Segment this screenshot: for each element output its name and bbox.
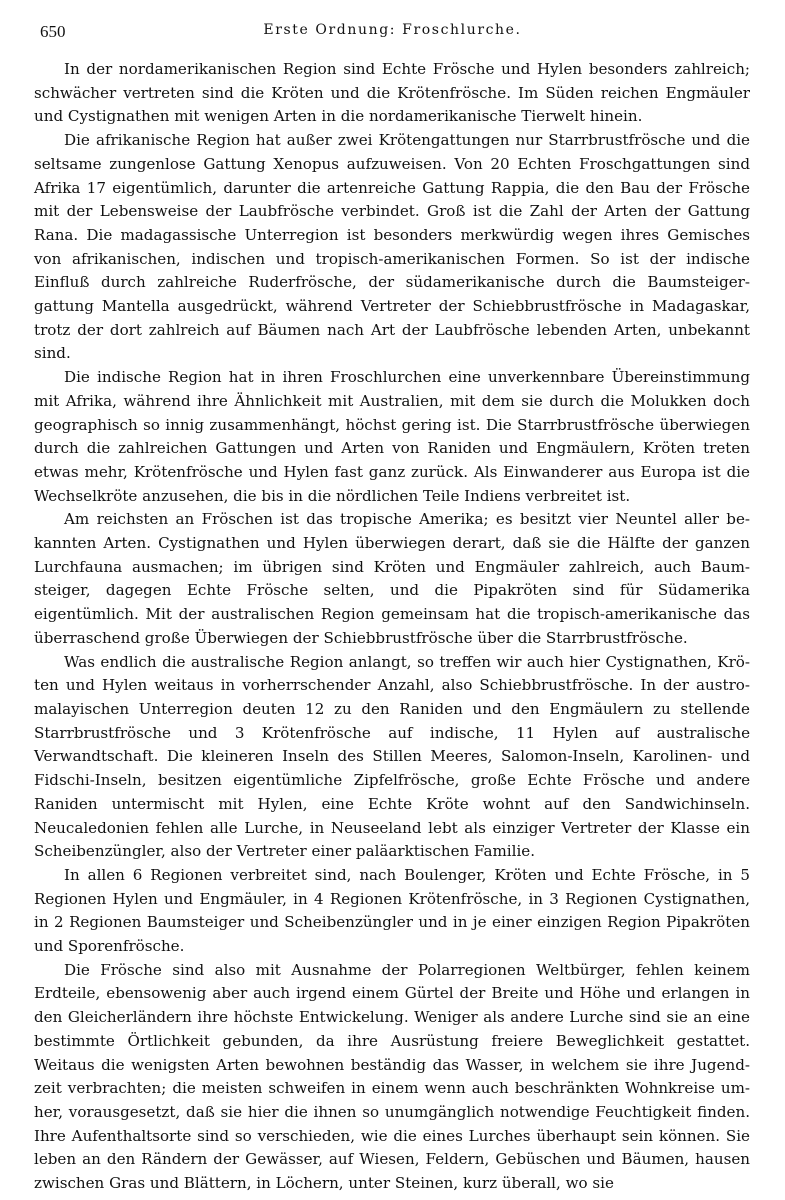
paragraph: In der nordamerikanischen Region sind Echte Frösche und Hylen besonders zahlreich; schwächer vertreten sind die Kröten und die Krötenfrösche. Im Süden reichen Engmäuler und Cystignathen mit wenigen Arten in die nordamerikanische Tierwelt hinein. <box>34 60 750 126</box>
page-header <box>40 20 745 48</box>
paragraph: In allen 6 Regionen verbreitet sind, nach Boulenger, Kröten und Echte Frösche, in 5 Regionen Hylen und Engmäuler, in 4 Regionen Krötenfrösche, in 3 Regionen Cystignathen, in 2 Regionen Baumsteiger und Scheibenzüngler und in je einer einzigen Region Pipakröten und Sporenfrösche. <box>34 865 750 956</box>
body-text <box>34 58 750 1196</box>
paragraph: Die indische Region hat in ihren Froschlurchen eine unverkennbare Übereinstimmung mit Afrika, während ihre Ähnlichkeit mit Australien, mit dem sie durch die Molukken doch geographisch so innig zusammenhängt, höchst gering ist. Die Starrbrustfrösche überwiegen durch die zahlreichen Gattungen und Arten von Raniden und Engmäulern, Kröten treten etwas mehr, Krötenfrösche und Hylen fast ganz zurück. Als Einwanderer aus Europa ist die Wechselkröte anzusehen, die bis in die nördlichen Teile Indiens verbreitet ist. <box>34 368 750 505</box>
paragraph: Am reichsten an Fröschen ist das tropische Amerika; es besitzt vier Neuntel aller bekannten Arten. Cystignathen und Hylen überwiegen derart, daß sie die Hälfte der ganzen Lurchfauna ausmachen; im übrigen sind Kröten und Engmäuler zahlreich, auch Baumsteiger, dagegen Echte Frösche selten, und die Pipakröten sind für Südamerika eigentümlich. Mit der australischen Region gemeinsam hat die tropisch-amerikanische das überraschend große Überwiegen der Schiebbrustfrösche über die Starrbrustfrösche. <box>34 510 750 647</box>
paragraph: Die afrikanische Region hat außer zwei Krötengattungen nur Starrbrustfrösche und die seltsame zungenlose Gattung Xenopus aufzuweisen. Von 20 Echten Froschgattungen sind Afrika 17 eigentümlich, darunter die artenreiche Gattung Rappia, die den Bau der Frösche mit der Lebensweise der Laubfrösche verbindet. Groß ist die Zahl der Arten der Gattung Rana. Die madagassische Unterregion ist besonders merkwürdig wegen ihres Gemisches von afrikanischen, indischen und tropisch-amerikanischen Formen. So ist der indische Einfluß durch zahlreiche Ruderfrösche, der südamerikanische durch die Baumsteigergattung Mantella ausgedrückt, während Vertreter der Schiebbrustfrösche in Madagaskar, trotz der dort zahlreich auf Bäumen nach Art der Laubfrösche lebenden Arten, unbekannt sind. <box>34 131 750 363</box>
paragraph: Was endlich die australische Region anlangt, so treffen wir auch hier Cystignathen, Kröten und Hylen weitaus in vorherrschender Anzahl, also Schiebbrustfrösche. In der austromalayischen Unterregion deuten 12 zu den Raniden und den Engmäulern zu stellende Starrbrustfrösche und 3 Krötenfrösche auf indische, 11 Hylen auf australische Verwandtschaft. Die kleineren Inseln des Stillen Meeres, Salomon-Inseln, Karolinen- und Fidschi-Inseln, besitzen eigentümliche Zipfelfrösche, große Echte Frösche und andere Raniden untermischt mit Hylen, eine Echte Kröte wohnt auf den Sandwichinseln. Neucaledonien fehlen alle Lurche, in Neuseeland lebt als einziger Vertreter der Klasse ein Scheibenzüngler, also der Vertreter einer paläarktischen Familie. <box>34 652 750 861</box>
page-number: 650 <box>40 22 66 41</box>
paragraph: Die Frösche sind also mit Ausnahme der Polarregionen Weltbürger, fehlen keinem Erdteile, ebensowenig aber auch irgend einem Gürtel der Breite und Höhe und erlangen in den Gleicherländern ihre höchste Entwickelung. Weniger als andere Lurche sind sie an eine bestimmte Örtlichkeit gebunden, da ihre Ausrüstung freiere Beweglichkeit gestattet. Weitaus die wenigsten Arten bewohnen beständig das Wasser, in welchem sie ihre Jugendzeit verbrachten; die meisten schweifen in einem wenn auch beschränkten Wohnkreise umher, vorausgesetzt, daß sie hier die ihnen so unumgänglich notwendige Feuchtigkeit finden. Ihre Aufenthaltsorte sind so verschieden, wie die eines Lurches überhaupt sein können. Sie leben an den Rändern der Gewässer, auf Wiesen, Feldern, Gebüschen und Bäumen, hausen zwischen Gras und Blättern, in Löchern, unter Steinen, kurz überall, wo sie <box>34 960 750 1193</box>
running-head: Erste Ordnung: Froschlurche. <box>263 22 522 38</box>
